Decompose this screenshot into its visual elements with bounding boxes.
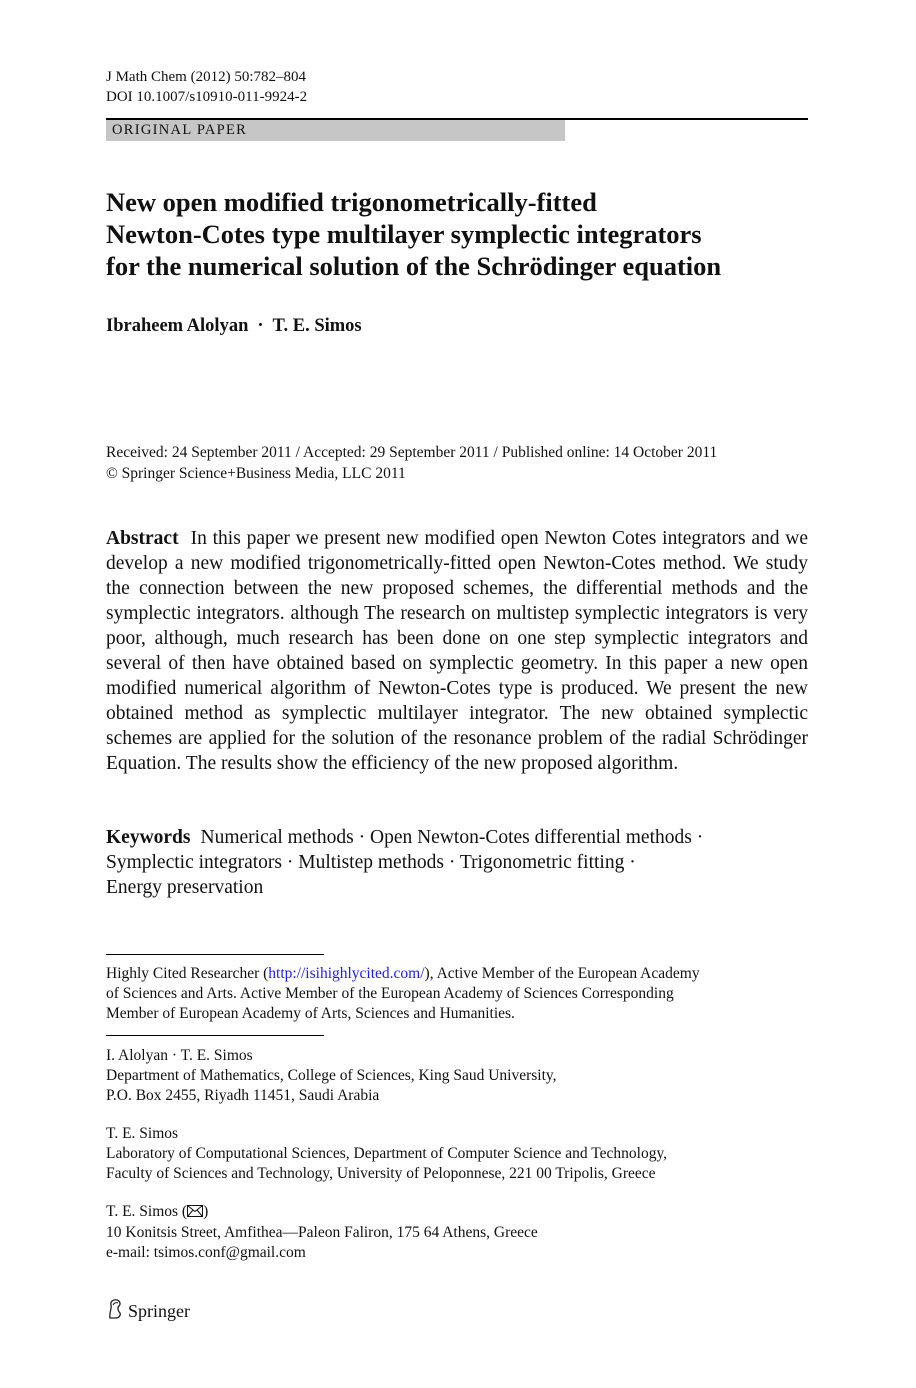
doi: DOI 10.1007/s10910-011-9924-2: [106, 89, 308, 105]
email-line: e-mail: tsimos.conf@gmail.com: [106, 1244, 306, 1261]
publication-dates: [106, 442, 717, 484]
affiliation-line: Department of Mathematics, College of Sciences, King Saud University,: [106, 1067, 557, 1084]
title-line: New open modified trigonometrically-fitted: [106, 187, 597, 217]
affiliation-names: T. E. Simos: [106, 1125, 179, 1142]
abstract-label: Abstract: [106, 528, 179, 549]
affiliation-1: [106, 1046, 808, 1106]
address-line: 10 Konitsis Street, Amfithea—Paleon Faliron, 175 64 Athens, Greece: [106, 1224, 538, 1241]
section-label: ORIGINAL PAPER: [106, 120, 565, 141]
affiliation-rule: [106, 1035, 324, 1036]
author-separator: ·: [257, 316, 264, 336]
affiliation-line: Laboratory of Computational Sciences, Department of Computer Science and Technology,: [106, 1145, 668, 1162]
paper-title: [106, 186, 826, 282]
keywords-label: Keywords: [106, 827, 191, 848]
affiliation-names: I. Alolyan · T. E. Simos: [106, 1047, 253, 1064]
journal-header: [106, 67, 307, 107]
corresponding-author: [106, 1202, 808, 1263]
footnote-text: of Sciences and Arts. Active Member of the European Academy of Sciences Corresponding: [106, 985, 674, 1002]
title-line: for the numerical solution of the Schrödinger equation: [106, 251, 722, 281]
footnote-text: Member of European Academy of Arts, Sciences and Humanities.: [106, 1005, 515, 1022]
affiliation-line: P.O. Box 2455, Riyadh 11451, Saudi Arabia: [106, 1087, 380, 1104]
author-list: [106, 316, 362, 337]
springer-horse-icon: [106, 1298, 124, 1325]
keywords-line: Symplectic integrators · Multistep methods · Trigonometric fitting ·: [106, 852, 636, 873]
corresponding-close: ): [203, 1203, 209, 1220]
envelope-icon: [187, 1203, 203, 1223]
title-line: Newton-Cotes type multilayer symplectic integrators: [106, 219, 702, 249]
footnote-rule: [106, 954, 324, 955]
author-name: T. E. Simos: [272, 316, 362, 336]
keywords: [106, 825, 808, 900]
springer-wordmark: Springer: [128, 1301, 190, 1321]
corresponding-name: T. E. Simos (: [106, 1203, 188, 1220]
copyright-line: © Springer Science+Business Media, LLC 2011: [106, 465, 406, 482]
keywords-line: Energy preservation: [106, 877, 264, 898]
footnote-text: Highly Cited Researcher (: [106, 965, 269, 982]
isihighlycited-link[interactable]: http://isihighlycited.com/: [268, 965, 425, 982]
springer-logo: [106, 1298, 190, 1325]
footnote-text: ), Active Member of the European Academy: [424, 965, 700, 982]
dates-line: Received: 24 September 2011 / Accepted: 29 September 2011 / Published online: 14 October 2011: [106, 444, 718, 461]
affiliation-2: [106, 1124, 808, 1184]
keywords-line: Numerical methods · Open Newton-Cotes differential methods ·: [200, 827, 704, 848]
abstract-text: In this paper we present new modified open Newton Cotes integrators and we develop a new modified trigonometrically-fitted open Newton-Cotes method. We study the connection between the new proposed schemes, the differential methods and the symplectic integrators. although The research on multistep symplectic integrators is very poor, although, much research has been done on one step symplectic integrators and several of then have obtained based on symplectic geometry. In this paper a new open modified numerical algorithm of Newton-Cotes type is produced. We present the new obtained method as symplectic multilayer integrator. The new obtained symplectic schemes are applied for the solution of the resonance problem of the radial Schrödinger Equation. The results show the efficiency of the new proposed algorithm.: [106, 528, 808, 774]
affiliation-line: Faculty of Sciences and Technology, University of Peloponnese, 221 00 Tripolis, Greece: [106, 1165, 656, 1182]
abstract: [106, 526, 808, 776]
journal-citation: J Math Chem (2012) 50:782–804: [106, 69, 306, 85]
author-note-footnote: [106, 964, 808, 1024]
author-name: Ibraheem Alolyan: [106, 316, 249, 336]
